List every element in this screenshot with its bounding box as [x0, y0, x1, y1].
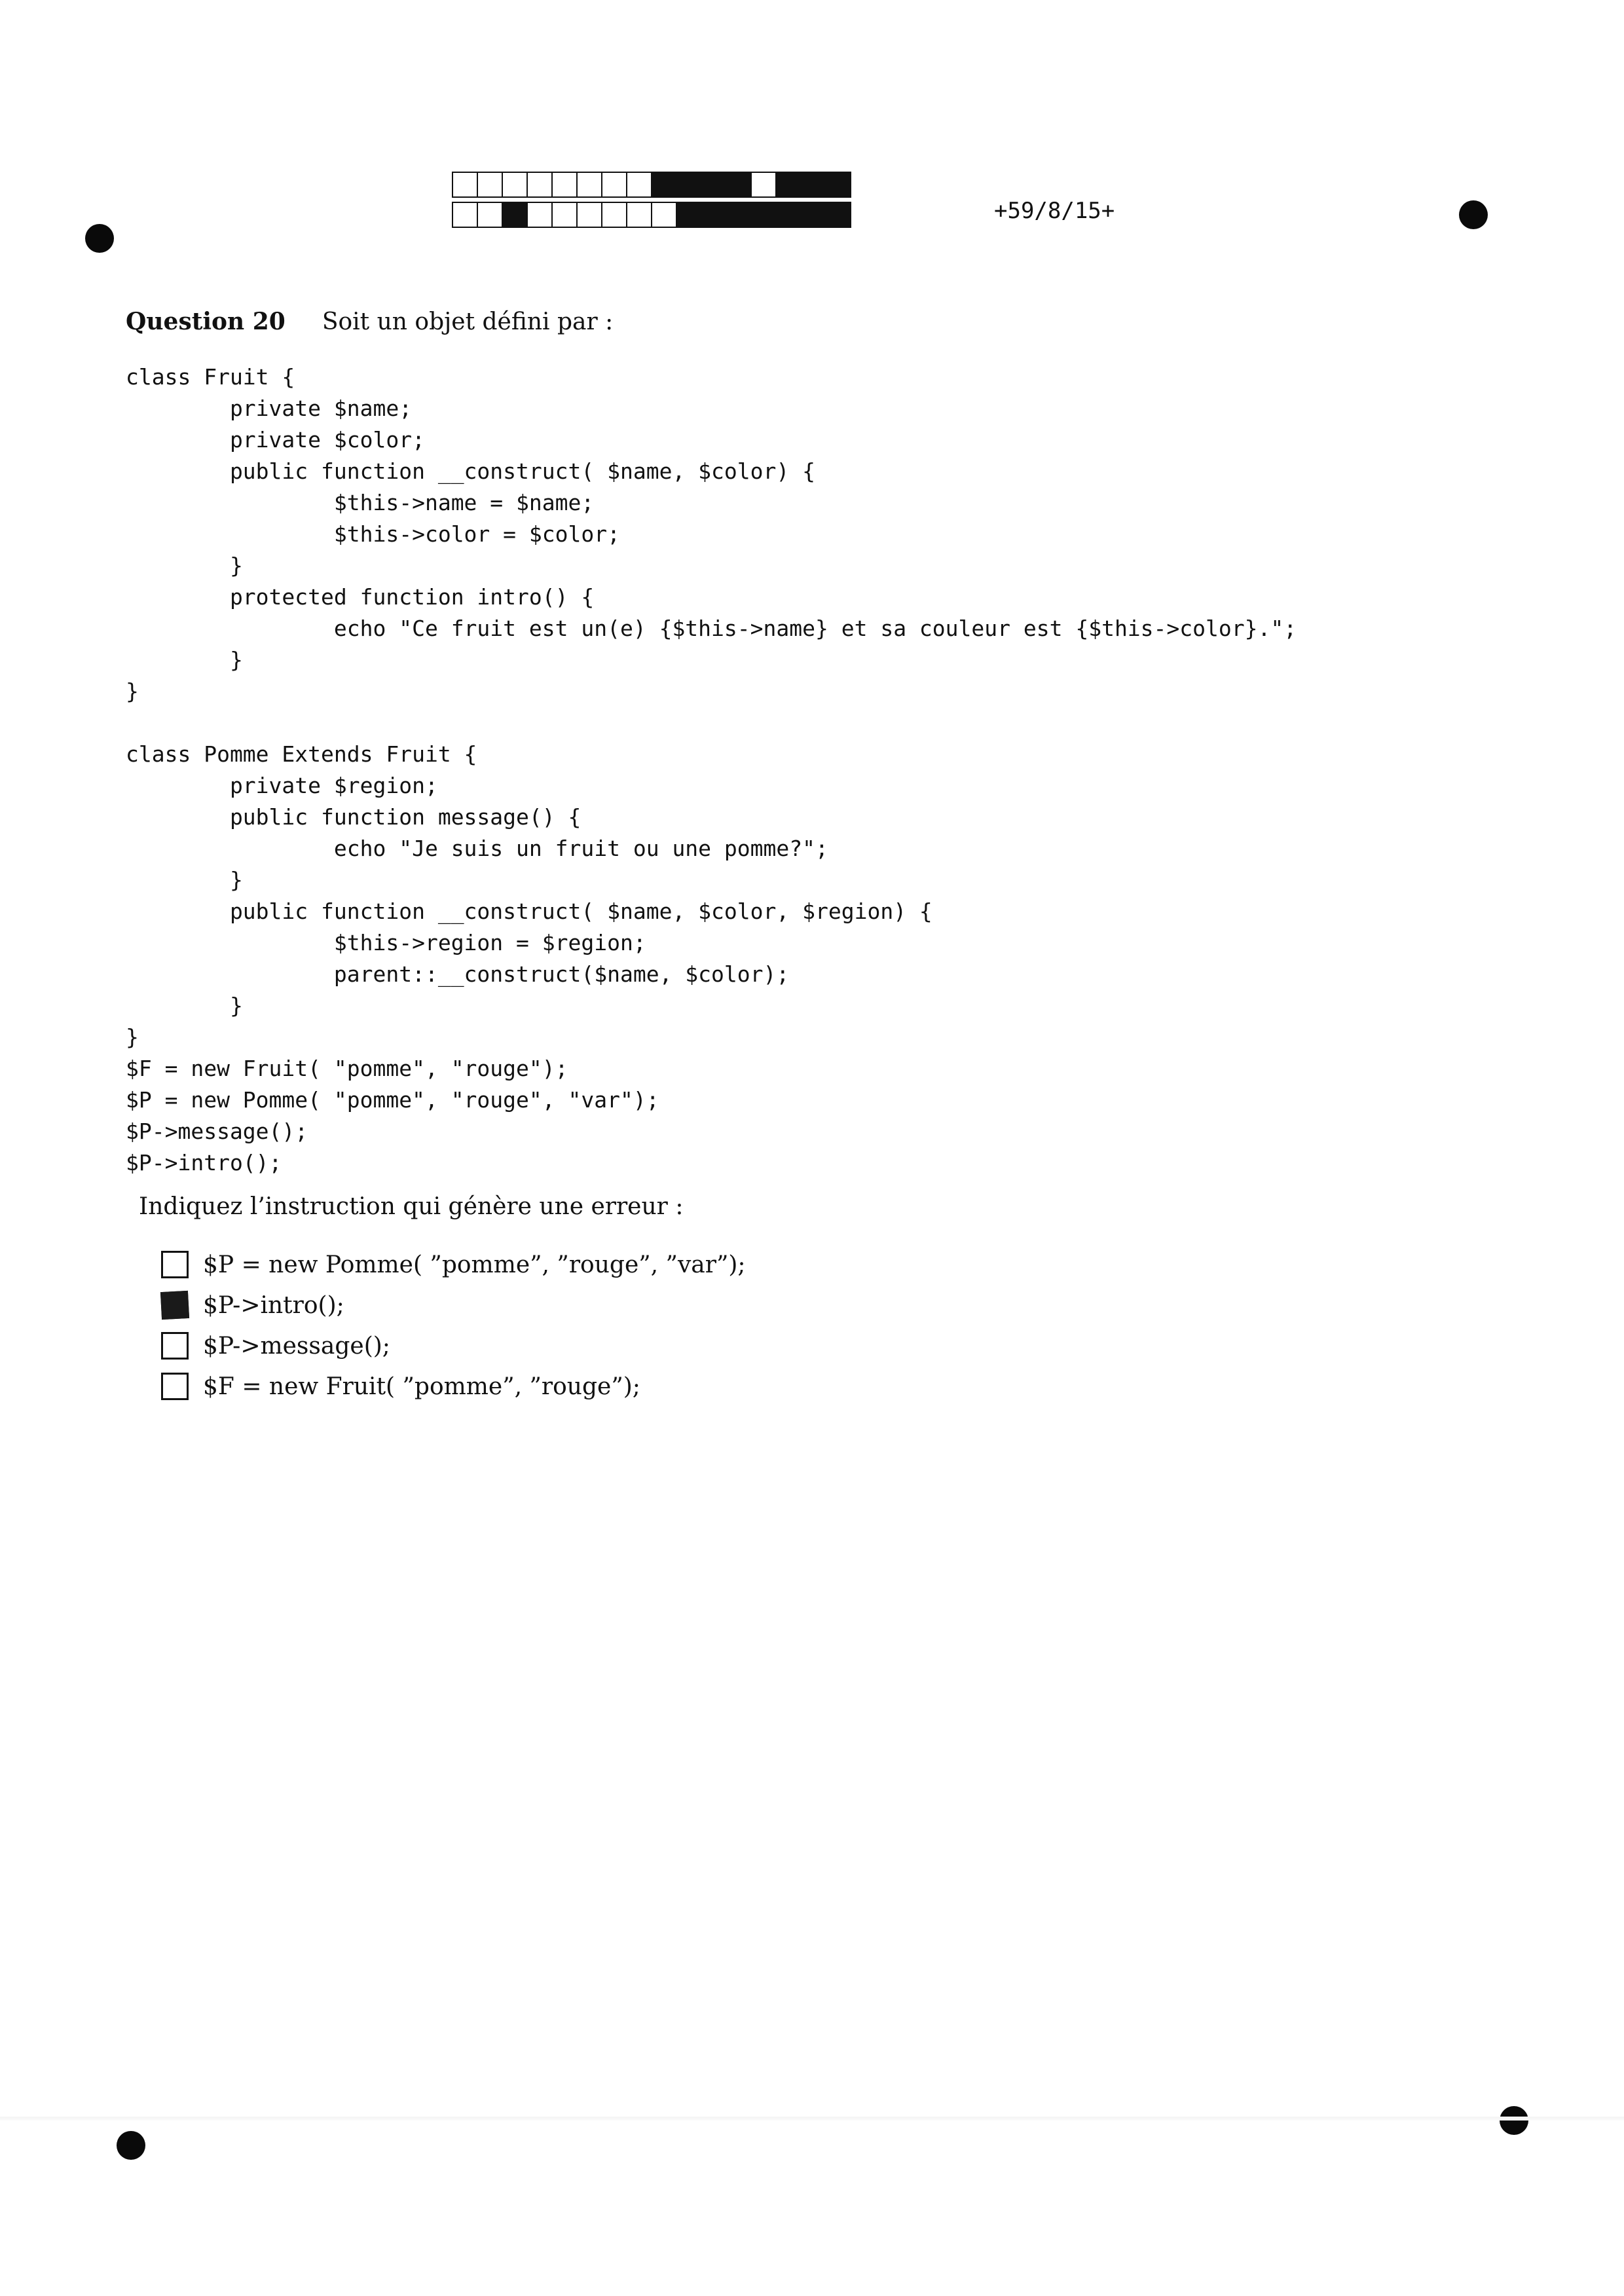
code-line: public function __construct( $name, $color) {: [126, 458, 815, 484]
answer-option[interactable]: [161, 1285, 746, 1325]
code-line: parent::__construct($name, $color);: [126, 961, 790, 987]
code-line: private $region;: [126, 773, 438, 798]
code-line: }: [126, 1024, 139, 1050]
code-block: [126, 361, 1297, 1179]
barcode-cell: [750, 202, 777, 228]
barcode-cell: [526, 172, 553, 198]
answer-option[interactable]: [161, 1366, 746, 1407]
barcode-cell: [452, 172, 478, 198]
question-number: Question 20: [126, 308, 286, 335]
barcode-cell: [601, 202, 627, 228]
code-line: [126, 707, 1297, 739]
question-prompt: Indiquez l’instruction qui génère une erreur :: [139, 1193, 684, 1220]
barcode-cell: [477, 172, 503, 198]
code-line: }: [126, 678, 139, 704]
barcode-cell: [626, 172, 652, 198]
barcode-cell: [502, 202, 528, 228]
barcode-cell: [800, 172, 826, 198]
barcode-row-1: [452, 172, 850, 196]
barcode-cell: [576, 202, 602, 228]
answer-option-label: $F = new Fruit( ”pomme”, ”rouge”);: [203, 1373, 640, 1400]
answer-checkbox[interactable]: [161, 1332, 189, 1360]
code-line: private $name;: [126, 396, 413, 421]
barcode-cell: [601, 172, 627, 198]
registration-mark-top-right: [1459, 200, 1488, 229]
code-line: $this->color = $color;: [126, 521, 620, 547]
code-line: $P = new Pomme( "pomme", "rouge", "var");: [126, 1087, 659, 1113]
code-line: class Fruit {: [126, 364, 295, 390]
code-line: }: [126, 867, 243, 893]
code-line: $P->message();: [126, 1119, 308, 1144]
answer-checkbox[interactable]: [161, 1373, 189, 1400]
barcode-cell: [701, 172, 727, 198]
answer-checkbox-checked[interactable]: [160, 1291, 189, 1320]
code-line: echo "Ce fruit est un(e) {$this->name} et sa couleur est {$this->color}.";: [126, 616, 1297, 641]
barcode-cell: [750, 172, 777, 198]
barcode-cell: [477, 202, 503, 228]
barcode-cell: [452, 202, 478, 228]
code-line: }: [126, 647, 243, 673]
code-line: protected function intro() {: [126, 584, 595, 610]
barcode-cell: [775, 172, 802, 198]
registration-mark-bottom-right: [1500, 2106, 1528, 2135]
code-line: public function message() {: [126, 804, 581, 830]
question-intro: Soit un objet défini par :: [322, 308, 614, 335]
answer-options: [161, 1244, 746, 1407]
code-line: $this->region = $region;: [126, 930, 646, 955]
barcode-cell: [701, 202, 727, 228]
barcode-cell: [526, 202, 553, 228]
code-line: }: [126, 993, 243, 1018]
barcode-cell: [551, 172, 578, 198]
answer-option[interactable]: [161, 1325, 746, 1366]
registration-mark-top-left: [85, 224, 114, 253]
code-line: $this->name = $name;: [126, 490, 595, 515]
answer-option-label: $P->intro();: [203, 1291, 344, 1319]
barcode-cell: [651, 172, 677, 198]
page-id: +59/8/15+: [994, 198, 1115, 224]
answer-option-label: $P = new Pomme( ”pomme”, ”rouge”, ”var”);: [203, 1251, 746, 1278]
barcode-cell: [576, 172, 602, 198]
answer-checkbox[interactable]: [161, 1251, 189, 1278]
code-line: private $color;: [126, 427, 425, 453]
answer-option[interactable]: [161, 1244, 746, 1285]
barcode-cell: [800, 202, 826, 228]
barcode-cell: [825, 202, 851, 228]
code-line: echo "Je suis un fruit ou une pomme?";: [126, 836, 828, 861]
barcode-cell: [676, 172, 702, 198]
scan-edge: [0, 2117, 1624, 2120]
barcode-cell: [726, 172, 752, 198]
code-line: }: [126, 553, 243, 578]
code-line: $F = new Fruit( "pomme", "rouge");: [126, 1056, 568, 1081]
barcode-row-2: [452, 202, 850, 227]
registration-mark-bottom-left: [117, 2131, 145, 2160]
code-line: $P->intro();: [126, 1150, 282, 1176]
barcode-cell: [626, 202, 652, 228]
question-header: [126, 308, 613, 335]
answer-option-label: $P->message();: [203, 1332, 390, 1360]
barcode-cell: [825, 172, 851, 198]
code-line: class Pomme Extends Fruit {: [126, 741, 477, 767]
barcode-cell: [651, 202, 677, 228]
barcode-cell: [726, 202, 752, 228]
barcode-cell: [551, 202, 578, 228]
code-line: public function __construct( $name, $color, $region) {: [126, 898, 932, 924]
barcode-cell: [676, 202, 702, 228]
barcode-cell: [502, 172, 528, 198]
barcode-cell: [775, 202, 802, 228]
